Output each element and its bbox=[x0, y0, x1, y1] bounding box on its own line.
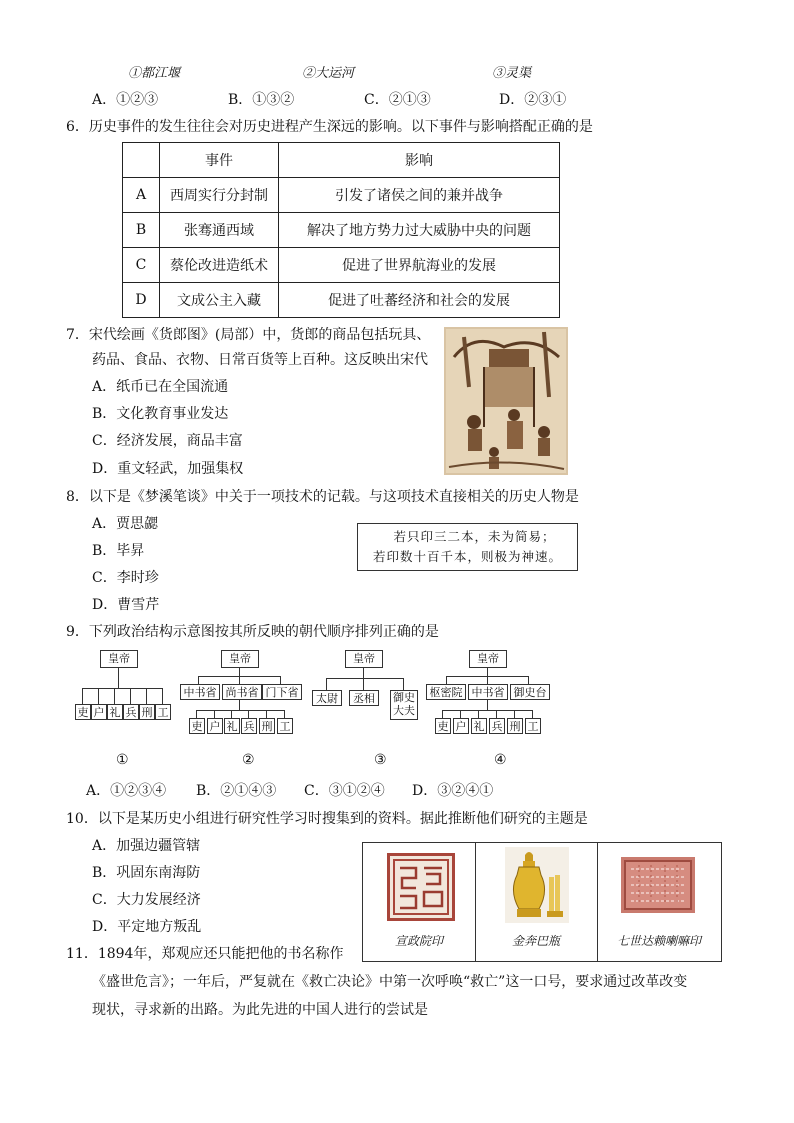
office-box: 丞相 bbox=[349, 690, 379, 706]
table-cell: D bbox=[123, 283, 160, 318]
ministry-box: 兵 bbox=[489, 718, 505, 734]
ministry-box: 工 bbox=[155, 704, 171, 720]
office-box: 门下省 bbox=[262, 684, 302, 700]
table-cell: 解决了地方势力过大威胁中央的问题 bbox=[279, 213, 560, 248]
artifact-caption: 七世达赖喇嘛印 bbox=[616, 934, 701, 948]
q9-diagram-number-3: ③ bbox=[374, 752, 387, 768]
q7-stem-line1: 7．宋代绘画《货郎图》(局部）中，货郎的商品包括玩具、 bbox=[66, 327, 431, 343]
q11-line3: 现状，寻求新的出路。为此先进的中国人进行的尝试是 bbox=[92, 1002, 428, 1018]
emperor-box: 皇帝 bbox=[345, 650, 383, 668]
artifact-cell bbox=[475, 843, 598, 961]
q7-option-a: A．纸币已在全国流通 bbox=[92, 379, 229, 395]
table-cell: 蔡伦改进造纸术 bbox=[160, 248, 279, 283]
q7-option-c: C．经济发展，商品丰富 bbox=[92, 433, 243, 449]
q5-item-1: ①都江堰 bbox=[128, 66, 181, 81]
emperor-box: 皇帝 bbox=[469, 650, 507, 668]
q8-stem: 8．以下是《梦溪笔谈》中关于一项技术的记载。与这项技术直接相关的历史人物是 bbox=[66, 489, 579, 505]
ministry-box: 工 bbox=[277, 718, 293, 734]
q9-option-b: B．②①④③ bbox=[196, 783, 277, 799]
q8-option-a: A．贾思勰 bbox=[92, 516, 159, 532]
office-box: 尚书省 bbox=[222, 684, 262, 700]
q9-diagram-1 bbox=[72, 650, 172, 720]
q7-option-b: B．文化教育事业发达 bbox=[92, 406, 229, 422]
q10-option-b: B．巩固东南海防 bbox=[92, 865, 201, 881]
q9-diagram-number-4: ④ bbox=[494, 752, 507, 768]
table-header bbox=[123, 143, 160, 178]
office-box: 太尉 bbox=[312, 690, 342, 706]
table-header: 事件 bbox=[160, 143, 279, 178]
q9-diagram-number-2: ② bbox=[242, 752, 255, 768]
ministry-box: 户 bbox=[453, 718, 469, 734]
q8-option-d: D．曹雪芹 bbox=[92, 597, 160, 613]
q11-line1: 11．1894年，郑观应还只能把他的书名称作 bbox=[66, 946, 344, 962]
artifact-caption: 宣政院印 bbox=[394, 934, 443, 948]
artifact-cell bbox=[363, 843, 476, 961]
table-cell: 引发了诸侯之间的兼并战争 bbox=[279, 178, 560, 213]
table-cell: 促进了吐蕃经济和社会的发展 bbox=[279, 283, 560, 318]
table-row bbox=[123, 178, 560, 213]
ministry-box: 吏 bbox=[189, 718, 205, 734]
q7-stem-line2: 药品、食品、衣物、日常百货等上百种。这反映出宋代 bbox=[92, 352, 428, 368]
ministry-box: 工 bbox=[525, 718, 541, 734]
table-cell: C bbox=[123, 248, 160, 283]
table-row bbox=[123, 213, 560, 248]
q10-option-d: D．平定地方叛乱 bbox=[92, 919, 202, 935]
ministry-box: 刑 bbox=[507, 718, 523, 734]
q6-table bbox=[122, 142, 560, 318]
office-box: 御史大夫 bbox=[390, 690, 418, 720]
q10-stem: 10．以下是某历史小组进行研究性学习时搜集到的资料。据此推断他们研究的主题是 bbox=[66, 811, 588, 827]
emperor-box: 皇帝 bbox=[221, 650, 259, 668]
q9-diagram-4 bbox=[426, 650, 550, 735]
q10-option-c: C．大力发展经济 bbox=[92, 892, 201, 908]
table-cell: 西周实行分封制 bbox=[160, 178, 279, 213]
q8-quote-box bbox=[357, 523, 578, 571]
q5-option-a: A．①②③ bbox=[92, 92, 159, 108]
table-cell: 张骞通西域 bbox=[160, 213, 279, 248]
q8-option-c: C．李时珍 bbox=[92, 570, 159, 586]
ministry-box: 户 bbox=[91, 704, 107, 720]
ministry-box: 礼 bbox=[107, 704, 123, 720]
table-row bbox=[123, 283, 560, 318]
ministry-box: 吏 bbox=[435, 718, 451, 734]
huolang-painting-image bbox=[444, 327, 568, 475]
q5-item-3: ③灵渠 bbox=[492, 66, 532, 81]
q9-stem: 9．下列政治结构示意图按其所反映的朝代顺序排列正确的是 bbox=[66, 624, 439, 640]
q11-line2: 《盛世危言》；一年后，严复就在《救亡决论》中第一次呼唤“救亡”这一口号，要求通过改革改变 bbox=[92, 974, 688, 990]
q9-option-d: D．③②④① bbox=[412, 783, 494, 799]
ministry-box: 户 bbox=[207, 718, 223, 734]
office-box: 中书省 bbox=[180, 684, 220, 700]
ministry-box: 兵 bbox=[241, 718, 257, 734]
q10-option-a: A．加强边疆管辖 bbox=[92, 838, 201, 854]
q9-diagram-2 bbox=[180, 650, 300, 735]
office-box: 枢密院 bbox=[426, 684, 466, 700]
q9-option-a: A．①②③④ bbox=[86, 783, 167, 799]
q8-quote-line1: 若只印三二本，未为简易； bbox=[393, 529, 556, 544]
emperor-box: 皇帝 bbox=[100, 650, 138, 668]
q8-quote-line2: 若印数十百千本，则极为神速。 bbox=[372, 549, 562, 564]
q5-option-d: D．②③① bbox=[499, 92, 567, 108]
office-box: 御史台 bbox=[510, 684, 550, 700]
dalai-lama-seal-image bbox=[621, 857, 695, 913]
table-header-row bbox=[123, 143, 560, 178]
q10-artifact-panel bbox=[362, 842, 722, 962]
q8-option-b: B．毕昇 bbox=[92, 543, 145, 559]
table-row bbox=[123, 248, 560, 283]
golden-urn-image bbox=[505, 847, 569, 923]
artifact-cell bbox=[597, 843, 721, 961]
ministry-box: 刑 bbox=[259, 718, 275, 734]
ministry-box: 刑 bbox=[139, 704, 155, 720]
ministry-box: 吏 bbox=[75, 704, 91, 720]
table-header: 影响 bbox=[279, 143, 560, 178]
office-box: 中书省 bbox=[468, 684, 508, 700]
q9-diagram-number-1: ① bbox=[116, 752, 129, 768]
ministry-box: 礼 bbox=[471, 718, 487, 734]
q5-option-b: B．①③② bbox=[228, 92, 295, 108]
q9-diagram-3 bbox=[310, 650, 420, 720]
table-cell: 促进了世界航海业的发展 bbox=[279, 248, 560, 283]
ministry-box: 礼 bbox=[224, 718, 240, 734]
table-cell: B bbox=[123, 213, 160, 248]
table-cell: 文成公主入藏 bbox=[160, 283, 279, 318]
q9-option-c: C．③①②④ bbox=[304, 783, 385, 799]
q5-option-c: C．②①③ bbox=[364, 92, 431, 108]
q5-item-2: ②大运河 bbox=[302, 66, 355, 81]
q6-stem: 6．历史事件的发生往往会对历史进程产生深远的影响。以下事件与影响搭配正确的是 bbox=[66, 119, 593, 135]
ministry-box: 兵 bbox=[123, 704, 139, 720]
artifact-caption: 金奔巴瓶 bbox=[511, 934, 560, 948]
seal-image bbox=[387, 853, 455, 921]
table-cell: A bbox=[123, 178, 160, 213]
q7-option-d: D．重文轻武，加强集权 bbox=[92, 461, 244, 477]
